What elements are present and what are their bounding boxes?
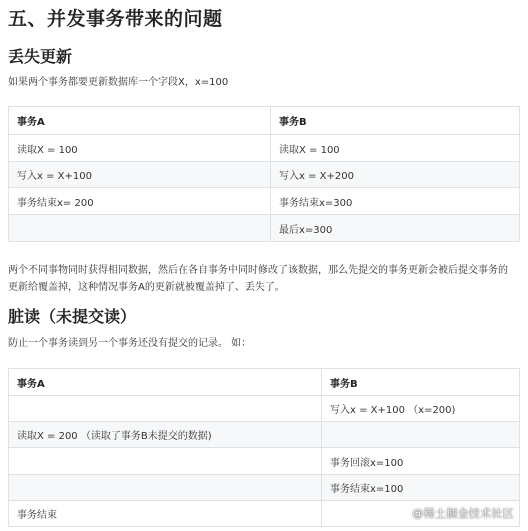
watermark: @稀土掘金技术社区 bbox=[412, 507, 514, 520]
table-cell: 写入x = X+200 bbox=[271, 162, 520, 188]
table-cell bbox=[9, 448, 322, 475]
column-header: 事务B bbox=[271, 107, 520, 135]
dirty-read-intro: 防止一个事务读到另一个事务还没有提交的记录。 如： bbox=[8, 338, 252, 349]
table-row bbox=[9, 162, 520, 188]
table-cell bbox=[9, 396, 322, 422]
table-cell: 读取X = 100 bbox=[271, 135, 520, 162]
explanation-line: 更新给覆盖掉，这种情况事务A的更新就被覆盖掉了、丢失了。 bbox=[8, 282, 285, 293]
explanation-line: 两个不同事物同时获得相同数据，然后在各自事务中同时修改了该数据，那么先提交的事务更新会被后提交事务的 bbox=[8, 265, 508, 276]
table-header-row bbox=[9, 369, 520, 396]
lost-update-explanation bbox=[8, 262, 523, 296]
table-row bbox=[9, 396, 520, 422]
column-header: 事务A bbox=[9, 107, 271, 135]
table-cell: 事务结束 bbox=[9, 501, 322, 527]
table-cell: 读取X = 100 bbox=[9, 135, 271, 162]
column-header: 事务B bbox=[322, 369, 520, 396]
table-cell: 事务结束x=100 bbox=[322, 475, 520, 501]
table-row bbox=[9, 475, 520, 501]
table-header-row bbox=[9, 107, 520, 135]
dirty-read-table bbox=[8, 368, 520, 527]
table-cell: 最后x=300 bbox=[271, 215, 520, 242]
table-row bbox=[9, 188, 520, 215]
table-cell bbox=[9, 475, 322, 501]
lost-update-intro: 如果两个事务都要更新数据库一个字段X，x=100 bbox=[8, 77, 229, 88]
table-row bbox=[9, 448, 520, 475]
table-cell: 事务回滚x=100 bbox=[322, 448, 520, 475]
table-cell bbox=[322, 422, 520, 448]
subheading-lost-update: 丢失更新 bbox=[8, 47, 73, 66]
subheading-dirty-read: 脏读（未提交读） bbox=[8, 307, 137, 326]
table-cell: 读取X = 200 （读取了事务B未提交的数据) bbox=[9, 422, 322, 448]
section-heading: 五、并发事务带来的问题 bbox=[8, 8, 223, 30]
table-cell: 写入x = X+100 （x=200) bbox=[322, 396, 520, 422]
table-cell: 写入x = X+100 bbox=[9, 162, 271, 188]
table-cell bbox=[9, 215, 271, 242]
column-header: 事务A bbox=[9, 369, 322, 396]
table-cell: 事务结束x=300 bbox=[271, 188, 520, 215]
table-cell: 事务结束x= 200 bbox=[9, 188, 271, 215]
table-row bbox=[9, 422, 520, 448]
table-row bbox=[9, 135, 520, 162]
table-row bbox=[9, 215, 520, 242]
lost-update-table bbox=[8, 106, 520, 242]
